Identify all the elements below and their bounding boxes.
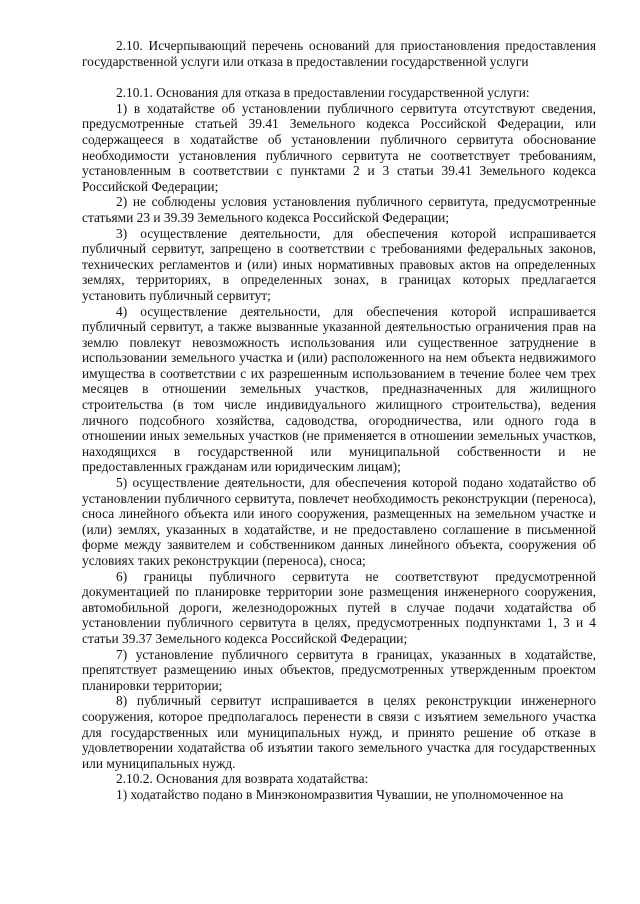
refusal-ground-item: 8) публичный сервитут испрашивается в целях реконструкции инженерного сооружения, которое предполагалось перенести в связи с изъятием земельного участка для государственных или муниципальных нужд, и принято решение об отказе в удовлетворении ходатайства об изъятии такого земельного участка для государственных или муниципальных нужд. [82, 693, 596, 771]
refusal-ground-item: 2) не соблюдены условия установления публичного сервитута, предусмотренные статьями 23 и 39.39 Земельного кодекса Российской Федерации; [82, 194, 596, 225]
refusal-ground-item: 4) осуществление деятельности, для обеспечения которой испрашивается публичный сервитут, а также вызванные указанной деятельностью ограничения прав на землю повлекут невозможность использования или существенное затруднение в использовании земельного участка и (или) расположенного на нем объекта недвижимого имущества в соответствии с их разрешенным использованием в течение более чем трех месяцев в отношении земельных участков, предназначенных для жилищного строительства (в том числе индивидуального жилищного строительства), ведения личного подсобного хозяйства, садоводства, огородничества, или одного года в отношении иных земельных участков (не применяется в отношении земельных участков, находящихся в государственной или муниципальной собственности и не предоставленных гражданам или юридическим лицам); [82, 303, 596, 475]
document-page [82, 38, 596, 803]
return-grounds-title: 2.10.2. Основания для возврата ходатайства: [116, 771, 369, 787]
refusal-ground-item: 6) границы публичного сервитута не соответствуют предусмотренной документацией по планировке территории зоне размещения инженерного сооружения, автомобильной дороги, железнодорожных путей в случае подачи ходатайства об установлении публичного сервитута в целях, предусмотренных подпунктами 1, 3 и 4 статьи 39.37 Земельного кодекса Российской Федерации; [82, 568, 596, 646]
section-heading: 2.10. Исчерпывающий перечень оснований для приостановления предоставления государственной услуги или отказа в предоставлении государственной услуги [82, 38, 596, 69]
refusal-ground-item: 5) осуществление деятельности, для обеспечения которой подано ходатайство об установлении публичного сервитута, повлечет необходимость реконструкции (переноса), сноса линейного объекта или иного сооружения, размещенных на земельном участке и (или) землях, указанных в ходатайстве, и не предоставлено соглашение в письменной форме между заявителем и собственником данных линейного объекта, сооружения об условиях таких реконструкции (переноса), сноса; [82, 475, 596, 568]
refusal-ground-item: 3) осуществление деятельности, для обеспечения которой испрашивается публичный сервитут, запрещено в соответствии с требованиями федеральных законов, технических регламентов и (или) иных нормативных правовых актов на определенных землях, территориях, в определенных зонах, в границах которых предлагается установить публичный сервитут; [82, 225, 596, 303]
return-ground-item: 1) ходатайство подано в Минэкономразвития Чувашии, не уполномоченное на [116, 786, 564, 802]
refusal-grounds-title: 2.10.1. Основания для отказа в предоставлении государственной услуги: [116, 85, 530, 101]
refusal-ground-item: 1) в ходатайстве об установлении публичного сервитута отсутствуют сведения, предусмотренные статьей 39.41 Земельного кодекса Российской Федерации, или содержащееся в ходатайстве об установлении публичного сервитута обоснование необходимости установления публичного сервитута не соответствует требованиям, установленным в соответствии с пунктами 2 и 3 статьи 39.41 Земельного кодекса Российской Федерации; [82, 100, 596, 194]
refusal-ground-item: 7) установление публичного сервитута в границах, указанных в ходатайстве, препятствует размещению иных объектов, предусмотренных утвержденным проектом планировки территории; [82, 646, 596, 693]
